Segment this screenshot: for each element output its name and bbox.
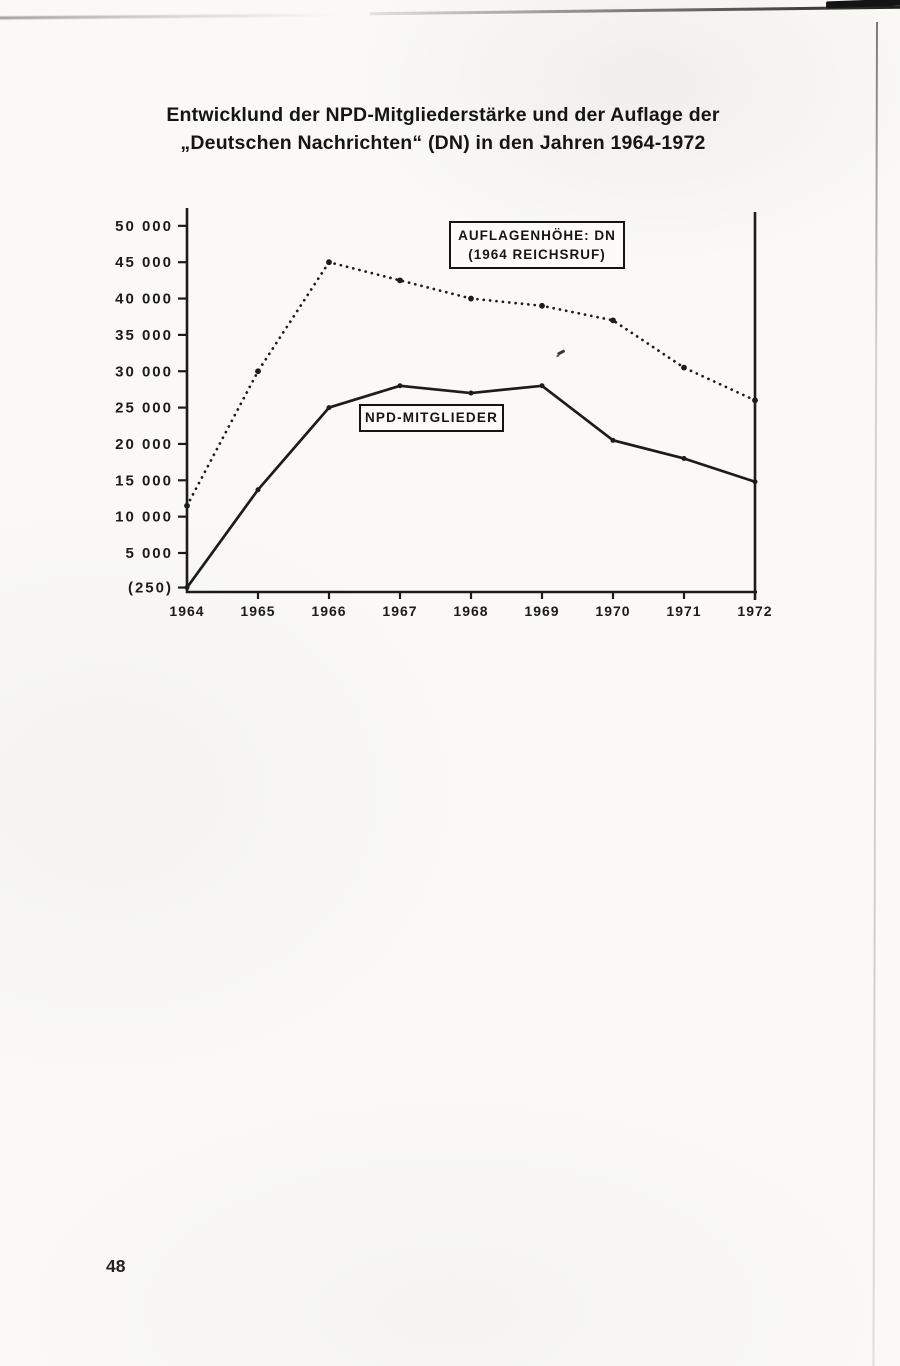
page-edge-line <box>872 22 877 1366</box>
scan-artifact-top-left <box>0 13 337 19</box>
x-tick-label: 1964 <box>169 603 205 619</box>
series-auflage-dn-point <box>681 365 687 371</box>
y-tick-label: 25 000 <box>115 399 173 417</box>
x-tick-label: 1966 <box>311 603 347 619</box>
series-npd-mitglieder-point <box>682 456 687 461</box>
series-npd-mitglieder-point <box>185 585 190 590</box>
scan-artifact-top-right <box>370 6 900 15</box>
series-auflage-dn-point <box>752 397 758 403</box>
legend-npd-box <box>359 404 504 432</box>
y-tick-label: 35 000 <box>115 326 173 344</box>
x-tick-label: 1969 <box>524 603 560 619</box>
series-auflage-dn-point <box>468 296 474 302</box>
y-tick-label: 10 000 <box>115 508 173 526</box>
legend-auflage-line1: AUFLAGENHÖHE: DN <box>458 228 616 243</box>
series-npd-mitglieder-point <box>398 383 403 388</box>
y-tick-label: 45 000 <box>115 254 173 272</box>
series-npd-mitglieder-point <box>256 487 261 492</box>
y-tick-label: (250) <box>127 579 173 597</box>
x-tick-label: 1965 <box>240 603 276 619</box>
y-tick-label: 40 000 <box>115 290 173 308</box>
title-line-1: Entwicklund der NPD-Mitgliederstärke und der Auflage der <box>166 104 720 126</box>
line-chart <box>100 195 790 635</box>
scan-artifact-top-corner <box>826 0 900 8</box>
series-npd-mitglieder-point <box>327 405 332 410</box>
series-npd-mitglieder-point <box>469 391 474 396</box>
series-auflage-dn-point <box>397 277 403 283</box>
x-tick-label: 1968 <box>453 603 489 619</box>
series-npd-mitglieder-point <box>753 479 758 484</box>
x-tick-label: 1971 <box>666 603 702 619</box>
series-npd-mitglieder-point <box>611 438 616 443</box>
y-tick-label: 50 000 <box>115 217 173 235</box>
x-tick-label: 1967 <box>382 603 418 619</box>
title-line-2: „Deutschen Nachrichten“ (DN) in den Jahren 1964-1972 <box>180 132 706 154</box>
x-tick-label: 1970 <box>595 603 631 619</box>
series-auflage-dn-point <box>539 303 545 309</box>
series-auflage-dn-point <box>610 317 616 323</box>
series-npd-mitglieder-point <box>540 383 545 388</box>
y-tick-label: 15 000 <box>115 472 173 490</box>
y-tick-label: 20 000 <box>115 435 173 453</box>
x-tick-label: 1972 <box>737 603 773 619</box>
legend-auflage-line2: (1964 REICHSRUF) <box>468 247 606 262</box>
series-auflage-dn-point <box>326 259 332 265</box>
y-tick-label: 30 000 <box>115 363 173 381</box>
series-auflage-dn-point <box>255 368 261 374</box>
page-number: 48 <box>106 1256 126 1276</box>
y-tick-label: 5 000 <box>125 545 173 562</box>
legend-npd-line1: NPD-MITGLIEDER <box>364 410 499 425</box>
legend-auflage-box <box>449 221 625 269</box>
series-auflage-dn-point <box>184 503 190 509</box>
page-title <box>0 101 886 157</box>
